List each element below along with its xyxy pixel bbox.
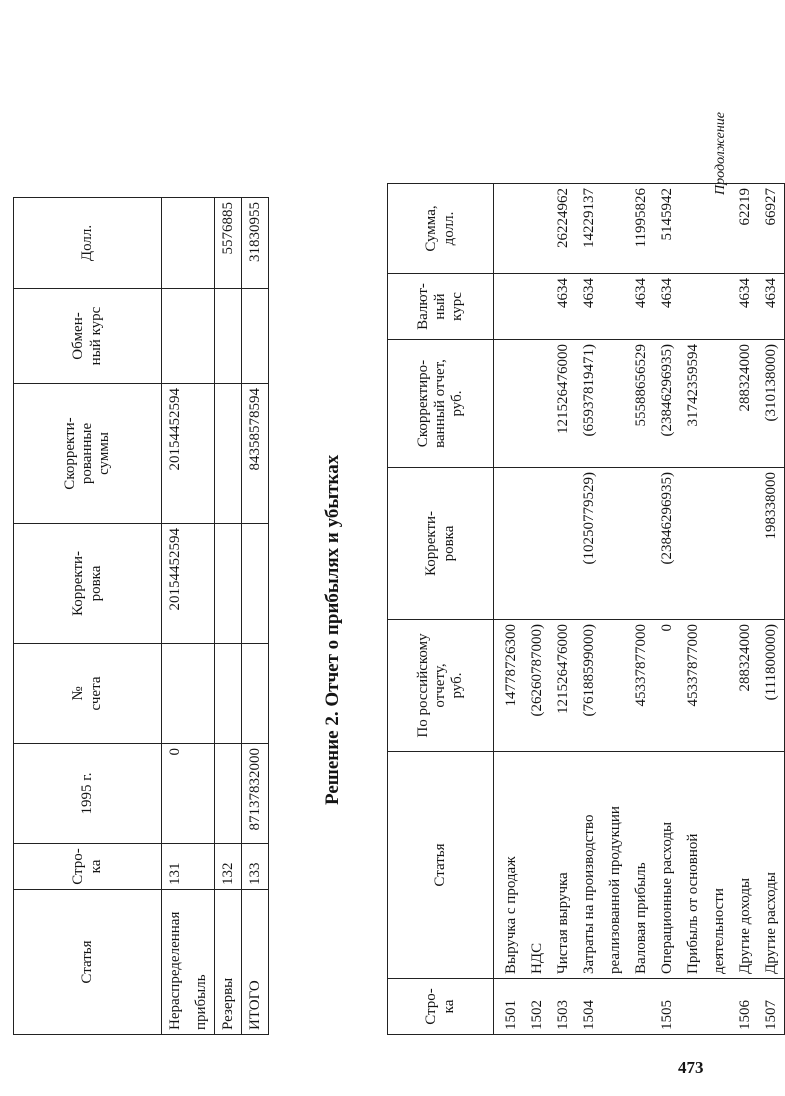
table-cell: Другие доходы bbox=[732, 752, 758, 979]
table-cell bbox=[162, 198, 215, 289]
table-cell: 121526476000 bbox=[550, 620, 576, 752]
table-cell bbox=[215, 524, 242, 644]
balance-table bbox=[13, 197, 269, 1035]
table-row bbox=[162, 198, 215, 1035]
column-header: Сумма, долл. bbox=[388, 184, 494, 274]
table-cell bbox=[215, 384, 242, 524]
table-cell bbox=[680, 274, 732, 340]
table-cell: 1504 bbox=[576, 979, 628, 1035]
column-header: 1995 г. bbox=[14, 744, 162, 844]
table-cell: 84358578594 bbox=[242, 384, 269, 524]
table-cell: Нераспределенная прибыль bbox=[162, 890, 215, 1035]
table-cell: 26224962 bbox=[550, 184, 576, 274]
table-cell: 288324000 bbox=[732, 340, 758, 468]
table-header-row bbox=[14, 198, 162, 1035]
table-cell: 1503 bbox=[550, 979, 576, 1035]
table-cell: Резервы bbox=[215, 890, 242, 1035]
table-cell: 87137832000 bbox=[242, 744, 269, 844]
table-cell: 31830955 bbox=[242, 198, 269, 289]
page-number: 473 bbox=[678, 1058, 704, 1077]
table-cell: Затраты на производство реализованной продукции bbox=[576, 752, 628, 979]
table-cell: 66927 bbox=[758, 184, 785, 274]
table-cell bbox=[628, 979, 654, 1035]
table-cell: 4634 bbox=[576, 274, 628, 340]
table-cell: Валовая прибыль bbox=[628, 752, 654, 979]
table-cell: 133 bbox=[242, 844, 269, 890]
table-cell: (26260787000) bbox=[524, 620, 550, 752]
table-cell bbox=[524, 340, 550, 468]
table-cell bbox=[732, 468, 758, 620]
table-cell: 45337877000 bbox=[628, 620, 654, 752]
table-cell: 62219 bbox=[732, 184, 758, 274]
table-cell: 4634 bbox=[758, 274, 785, 340]
table-cell: 1502 bbox=[524, 979, 550, 1035]
table-cell: 132 bbox=[215, 844, 242, 890]
table-cell bbox=[494, 340, 525, 468]
table-cell: Выручка с продаж bbox=[494, 752, 525, 979]
table-cell bbox=[242, 644, 269, 744]
table-cell bbox=[242, 524, 269, 644]
table-cell: 4634 bbox=[732, 274, 758, 340]
table-cell: ИТОГО bbox=[242, 890, 269, 1035]
table-cell: 288324000 bbox=[732, 620, 758, 752]
table-cell bbox=[524, 274, 550, 340]
table-cell: (111800000) bbox=[758, 620, 785, 752]
column-header: По российскому отчету, руб. bbox=[388, 620, 494, 752]
table-cell bbox=[162, 289, 215, 384]
table-cell bbox=[680, 979, 732, 1035]
table-cell: (76188599000) bbox=[576, 620, 628, 752]
table-cell: 1501 bbox=[494, 979, 525, 1035]
table-row bbox=[758, 184, 785, 1035]
table-cell bbox=[550, 468, 576, 620]
column-header: Стро- ка bbox=[14, 844, 162, 890]
column-header: Долл. bbox=[14, 198, 162, 289]
table-header-row bbox=[388, 184, 494, 1035]
table-row bbox=[576, 184, 628, 1035]
table-cell bbox=[242, 289, 269, 384]
section-title: Решение 2. Отчет о прибылях и убытках bbox=[322, 454, 343, 805]
table-row bbox=[732, 184, 758, 1035]
table-row bbox=[628, 184, 654, 1035]
table-cell bbox=[494, 184, 525, 274]
table-row bbox=[654, 184, 680, 1035]
table-cell: 1505 bbox=[654, 979, 680, 1035]
table-cell: (65937819471) bbox=[576, 340, 628, 468]
table-cell: 4634 bbox=[654, 274, 680, 340]
table-cell: 5145942 bbox=[654, 184, 680, 274]
table-cell: 198338000 bbox=[758, 468, 785, 620]
table-cell: 121526476000 bbox=[550, 340, 576, 468]
table-cell: (23846296935) bbox=[654, 468, 680, 620]
column-header: Скорректи- рованные суммы bbox=[14, 384, 162, 524]
continuation-label: Продолжение bbox=[713, 112, 728, 195]
table-cell bbox=[215, 744, 242, 844]
table-cell bbox=[680, 468, 732, 620]
table-cell: 4634 bbox=[628, 274, 654, 340]
table-cell bbox=[494, 274, 525, 340]
column-header: Валют- ный курс bbox=[388, 274, 494, 340]
table-cell bbox=[215, 289, 242, 384]
table-row bbox=[242, 198, 269, 1035]
column-header: Обмен- ный курс bbox=[14, 289, 162, 384]
column-header: Скорректиро- ванный отчет, руб. bbox=[388, 340, 494, 468]
table-cell: 5576885 bbox=[215, 198, 242, 289]
table-row bbox=[524, 184, 550, 1035]
table-cell: НДС bbox=[524, 752, 550, 979]
table-row bbox=[494, 184, 525, 1035]
table-cell: Другие расходы bbox=[758, 752, 785, 979]
table-cell: 0 bbox=[162, 744, 215, 844]
table-cell bbox=[494, 468, 525, 620]
table-cell: 31742359594 bbox=[680, 340, 732, 468]
table-cell: 14778726300 bbox=[494, 620, 525, 752]
table-cell: 14229137 bbox=[576, 184, 628, 274]
table-cell bbox=[680, 184, 732, 274]
table-cell: 55588656529 bbox=[628, 340, 654, 468]
column-header: Статья bbox=[14, 890, 162, 1035]
table-cell: 20154452594 bbox=[162, 524, 215, 644]
table-cell: (23846296935) bbox=[654, 340, 680, 468]
table-cell: 20154452594 bbox=[162, 384, 215, 524]
table-cell: 45337877000 bbox=[680, 620, 732, 752]
column-header: Корректи- ровка bbox=[388, 468, 494, 620]
table-cell: Чистая выручка bbox=[550, 752, 576, 979]
table-cell: 1506 bbox=[732, 979, 758, 1035]
table-cell bbox=[162, 644, 215, 744]
table-cell bbox=[524, 184, 550, 274]
table-row bbox=[680, 184, 732, 1035]
column-header: Статья bbox=[388, 752, 494, 979]
column-header: Стро- ка bbox=[388, 979, 494, 1035]
table-cell: (10250779529) bbox=[576, 468, 628, 620]
table-cell: Прибыль от основной деятельности bbox=[680, 752, 732, 979]
table-cell: (310138000) bbox=[758, 340, 785, 468]
table-row bbox=[215, 198, 242, 1035]
table-cell bbox=[524, 468, 550, 620]
table-cell: 131 bbox=[162, 844, 215, 890]
table-cell bbox=[628, 468, 654, 620]
column-header: Корректи- ровка bbox=[14, 524, 162, 644]
income-statement-table bbox=[387, 183, 785, 1035]
table-cell bbox=[215, 644, 242, 744]
table-cell: 4634 bbox=[550, 274, 576, 340]
table-cell: 11995826 bbox=[628, 184, 654, 274]
table-cell: Операционные расходы bbox=[654, 752, 680, 979]
table-cell: 1507 bbox=[758, 979, 785, 1035]
table-row bbox=[550, 184, 576, 1035]
column-header: № счета bbox=[14, 644, 162, 744]
table-cell: 0 bbox=[654, 620, 680, 752]
